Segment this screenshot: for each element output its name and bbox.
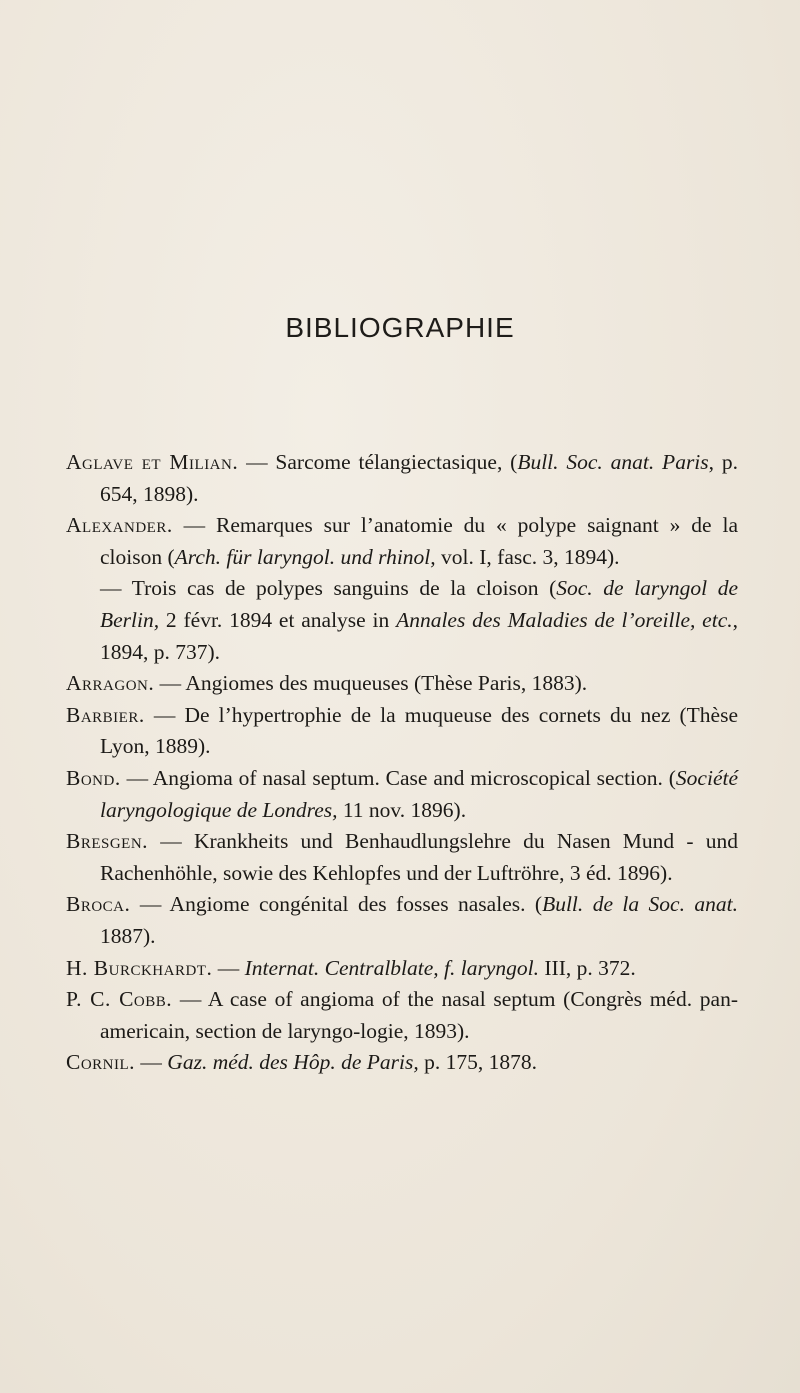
bib-entry <box>66 889 738 952</box>
bib-text: — A case of angioma of the nasal septum (Congrès méd. pan-americain, section de laryngo-logie, 1893). <box>100 987 738 1043</box>
bib-text: — <box>135 1050 168 1075</box>
bib-author: P. C. Cobb. <box>66 987 173 1012</box>
bib-entry <box>66 510 738 573</box>
bib-text: — <box>212 955 245 980</box>
bib-text: — Angioma of nasal septum. Case and microscopical section. ( <box>120 765 676 790</box>
bib-entry <box>66 763 738 826</box>
bib-entry <box>66 668 738 700</box>
bib-text: — De l’hypertrophie de la muqueuse des cornets du nez (Thèse Lyon, 1889). <box>100 702 738 759</box>
bib-source: Bull. de la Soc. anat. <box>542 892 738 917</box>
bib-author: Aglave et Milian. <box>66 450 239 474</box>
bib-author: Arragon. <box>66 671 155 696</box>
bib-tail-2: , 1894, p. 737). <box>100 607 738 664</box>
bib-author: Barbier. <box>66 702 145 727</box>
bib-text: — Trois cas de polypes sanguins de la cloison ( <box>100 576 557 601</box>
bib-author: Bresgen. <box>66 829 149 854</box>
bib-author: Alexander. <box>66 513 173 538</box>
bib-source: Arch. für laryngol. und rhinol, <box>174 544 436 569</box>
bib-entry <box>66 953 738 985</box>
bib-source: Soc. de laryngol de Berlin, <box>100 576 738 632</box>
bib-tail: 1887). <box>100 923 156 948</box>
bib-entry <box>66 984 738 1047</box>
bib-text: — Angiome congénital des fosses nasales. ( <box>130 892 543 917</box>
bib-text: — Sarcome télangiectasique, ( <box>238 450 518 474</box>
bib-entry <box>66 826 738 889</box>
bib-entry <box>66 1047 738 1079</box>
bib-tail: 11 nov. 1896). <box>337 797 467 822</box>
bib-author: Cornil. <box>66 1050 136 1075</box>
bib-source-2: Annales des Maladies de l’oreille, etc. <box>396 607 733 632</box>
bib-text: — Angiomes des muqueuses (Thèse Paris, 1883). <box>154 671 588 696</box>
bib-source: Internat. Centralblate, f. laryngol. <box>244 955 540 980</box>
page-title: BIBLIOGRAPHIE <box>285 312 515 343</box>
bib-source: Société laryngologique de Londres, <box>100 765 738 822</box>
bib-entry <box>66 700 738 763</box>
bib-author: Bond. <box>66 765 121 790</box>
bib-tail: vol. I, fasc. 3, 1894). <box>435 544 620 569</box>
bib-source: Bull. Soc. anat. Paris <box>517 450 709 474</box>
bib-text: — Remarques sur l’anatomie du « polype saignant » de la cloison ( <box>100 513 738 569</box>
bibliography-list <box>66 447 738 1079</box>
bib-entry <box>66 447 738 510</box>
bib-tail: 2 févr. 1894 et analyse in <box>159 607 397 632</box>
bib-source: Gaz. méd. des Hôp. de Paris, <box>167 1050 419 1075</box>
bib-tail: III, p. 372. <box>539 955 636 980</box>
bib-author: Broca. <box>66 892 131 917</box>
bib-tail: , p. 654, 1898). <box>100 450 738 506</box>
bib-entry <box>66 573 738 668</box>
bib-tail: p. 175, 1878. <box>418 1050 537 1075</box>
bib-author: H. Burckhardt. <box>66 955 213 980</box>
bib-text: — Krankheits und Benhaudlungslehre du Nasen Mund - und Rachenhöhle, sowie des Kehlopfes und der Luftröhre, 3 éd. 1896). <box>100 829 738 885</box>
